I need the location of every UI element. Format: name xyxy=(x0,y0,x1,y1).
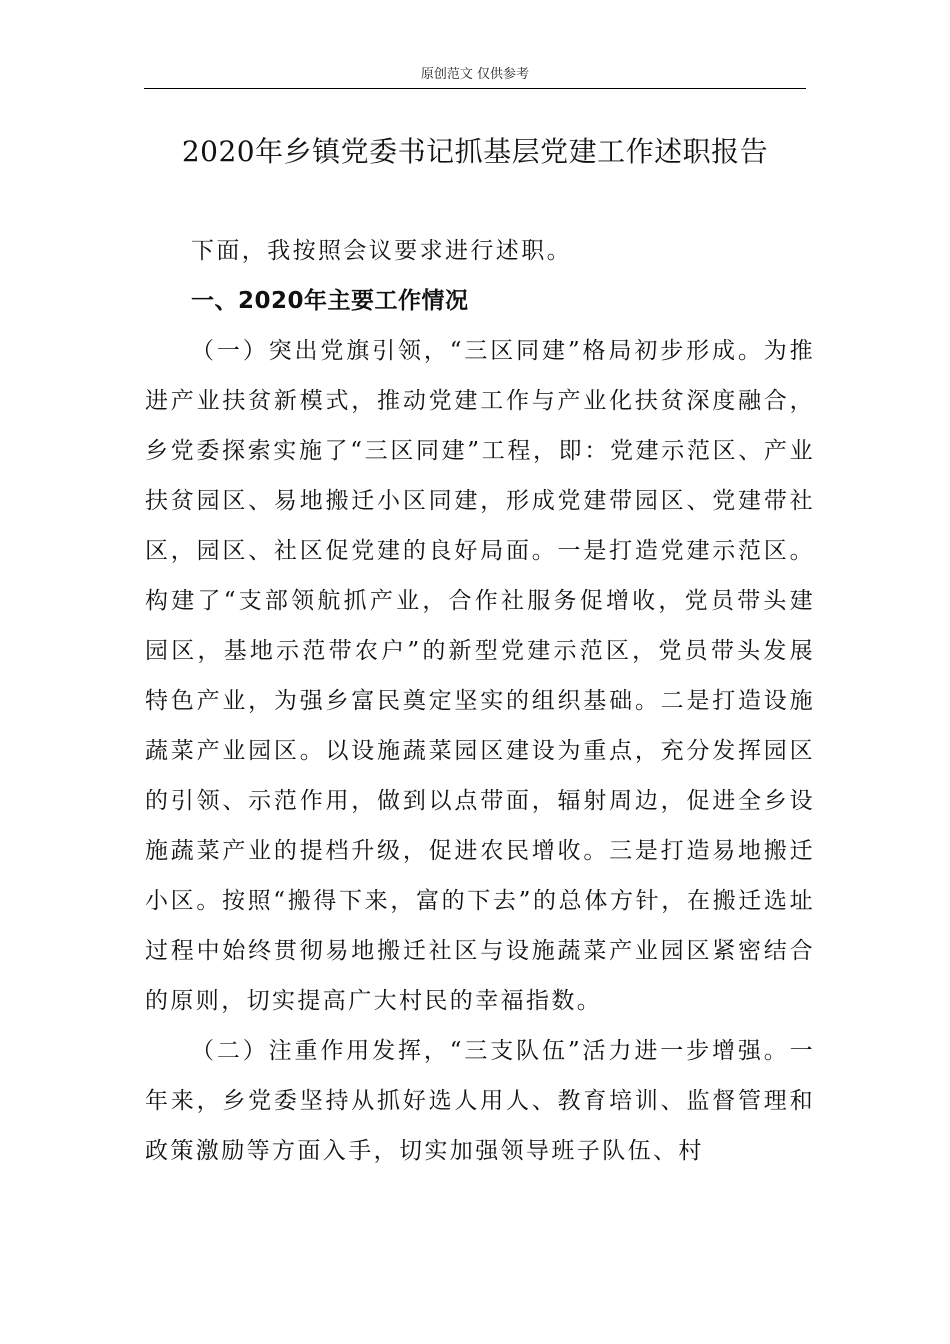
header-text: 原创范文 仅供参考 xyxy=(420,67,530,82)
section-heading: 一、2020年主要工作情况 xyxy=(191,288,469,314)
intro-paragraph: 下面，我按照会议要求进行述职。 xyxy=(191,238,572,264)
paragraph-item-1: （一）突出党旗引领，“三区同建”格局初步形成。为推进产业扶贫新模式，推动党建工作与产业化扶贫深度融合，乡党委探索实施了“三区同建”工程，即：党建示范区、产业扶贫园区、易地搬迁小区同建，形成党建带园区、党建带社区，园区、社区促党建的良好局面。一是打造党建示范区。构建了“支部领航抓产业，合作社服务促增收，党员带头建园区，基地示范带农户”的新型党建示范区，党员带头发展特色产业，为强乡富民奠定坚实的组织基础。二是打造设施蔬菜产业园区。以设施蔬菜园区建设为重点，充分发挥园区的引领、示范作用，做到以点带面，辐射周边，促进全乡设施蔬菜产业的提档升级，促进农民增收。三是打造易地搬迁小区。按照“搬得下来，富的下去”的总体方针，在搬迁选址过程中始终贯彻易地搬迁社区与设施蔬菜产业园区紧密结合的原则，切实提高广大村民的幸福指数。 xyxy=(145,338,815,1014)
document-title: 2020年乡镇党委书记抓基层党建工作述职报告 xyxy=(181,135,769,168)
paragraph-item-2: （二）注重作用发挥，“三支队伍”活力进一步增强。一年来，乡党委坚持从抓好选人用人、教育培训、监督管理和政策激励等方面入手，切实加强领导班子队伍、村 xyxy=(145,1038,815,1164)
page-header xyxy=(144,64,806,89)
document-body xyxy=(145,226,815,1176)
